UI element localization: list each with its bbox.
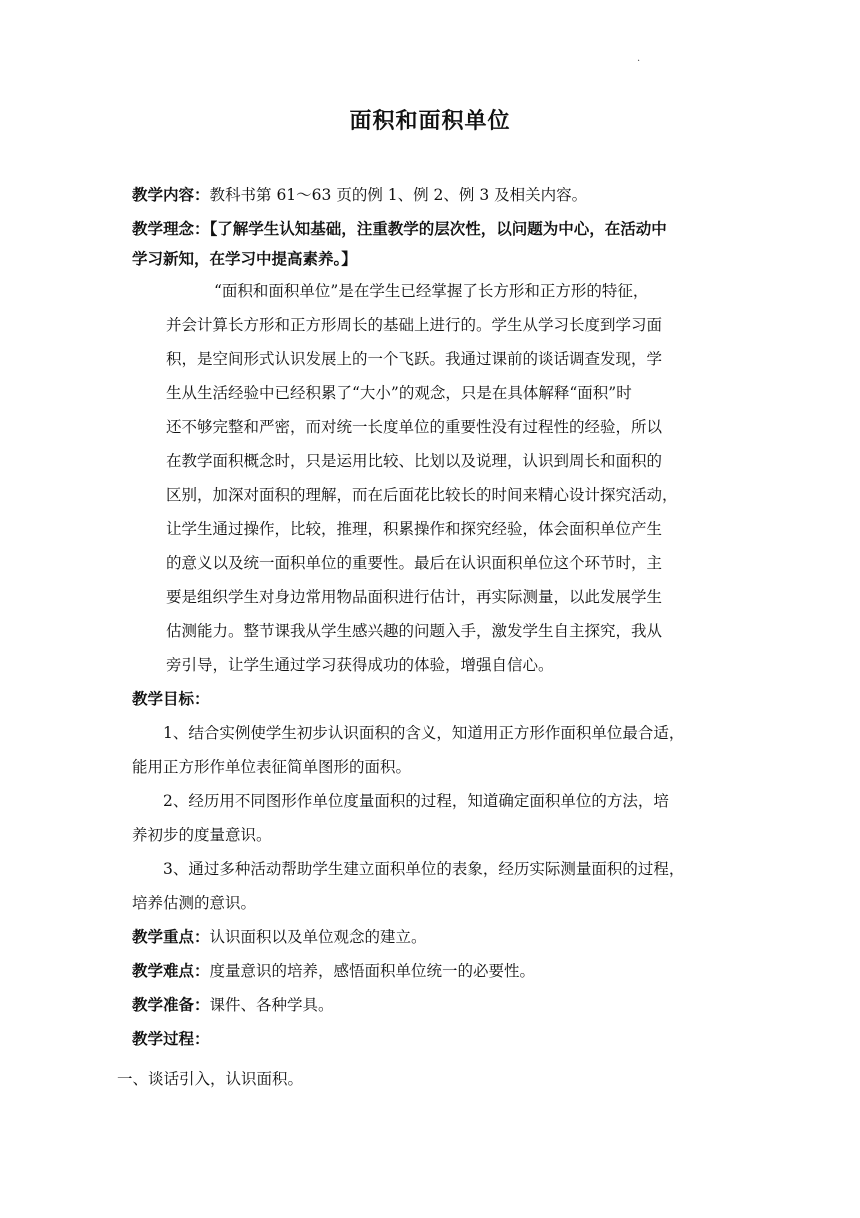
section-1-heading: 一、谈话引入，认识面积。 [117,1070,304,1088]
goal-3-line-1: 3、通过多种活动帮助学生建立面积单位的表象，经历实际测量面积的过程， [163,860,685,878]
intro-line: 的意义以及统一面积单位的重要性。最后在认识面积单位这个环节时，主 [166,554,663,572]
teaching-concept-label: 教学理念： [132,220,210,238]
teaching-concept [132,214,732,244]
document-body [132,180,732,1056]
intro-line: 让学生通过操作，比较，推理，积累操作和探究经验，体会面积单位产生 [166,520,663,538]
difficulty-text: 度量意识的培养，感悟面积单位统一的必要性。 [209,962,536,980]
teaching-content-text: 教科书第 61～63 页的例 1、例 2、例 3 及相关内容。 [209,186,588,204]
intro-line: 并会计算长方形和正方形周长的基础上进行的。学生从学习长度到学习面 [166,316,663,334]
goal-1-line-1: 1、结合实例使学生初步认识面积的含义，知道用正方形作面积单位最合适， [163,724,685,742]
intro-line: 旁引导，让学生通过学习获得成功的体验，增强自信心。 [166,656,554,674]
preparation-label: 教学准备： [132,996,210,1014]
teaching-content-label: 教学内容： [132,186,210,204]
preparation-text: 课件、各种学具。 [209,996,334,1014]
intro-line: “面积和面积单位”是在学生已经掌握了长方形和正方形的特征， [214,282,649,300]
difficulty-label: 教学难点： [132,962,210,980]
teaching-concept-text-2: 学习新知，在学习中提高素养。】 [132,250,357,268]
teaching-concept-text-1: 【了解学生认知基础，注重教学的层次性，以问题为中心，在活动中 [209,220,667,238]
goal-1-line-2: 能用正方形作单位表征简单图形的面积。 [132,758,412,776]
difficulty [132,954,732,988]
preparation [132,988,732,1022]
intro-line: 区别，加深对面积的理解，而在后面花比较长的时间来精心设计探究活动， [166,486,678,504]
goals-label: 教学目标： [132,690,210,708]
intro-line: 要是组织学生对身边常用物品面积进行估计，再实际测量，以此发展学生 [166,588,663,606]
header-dot: · [637,56,641,67]
key-point [132,920,732,954]
intro-line: 在教学面积概念时，只是运用比较、比划以及说理，认识到周长和面积的 [166,452,663,470]
teaching-content [132,180,732,210]
goal-2-line-1: 2、经历用不同图形作单位度量面积的过程，知道确定面积单位的方法，培 [163,792,669,810]
intro-line: 还不够完整和严密，而对统一长度单位的重要性没有过程性的经验，所以 [166,418,663,436]
intro-line: 积，是空间形式认识发展上的一个飞跃。我通过课前的谈话调查发现，学 [166,350,663,368]
goal-2-line-2: 养初步的度量意识。 [132,826,272,844]
key-point-text: 认识面积以及单位观念的建立。 [209,928,427,946]
page-title: 面积和面积单位 [349,109,511,134]
key-point-label: 教学重点： [132,928,210,946]
intro-line: 生从生活经验中已经积累了“大小”的观念，只是在具体解释“面积”时 [166,384,632,402]
intro-paragraph [132,274,732,682]
intro-line: 估测能力。整节课我从学生感兴趣的问题入手，激发学生自主探究，我从 [166,622,663,640]
goal-3-line-2: 培养估测的意识。 [132,894,257,912]
process-label: 教学过程： [132,1030,210,1048]
